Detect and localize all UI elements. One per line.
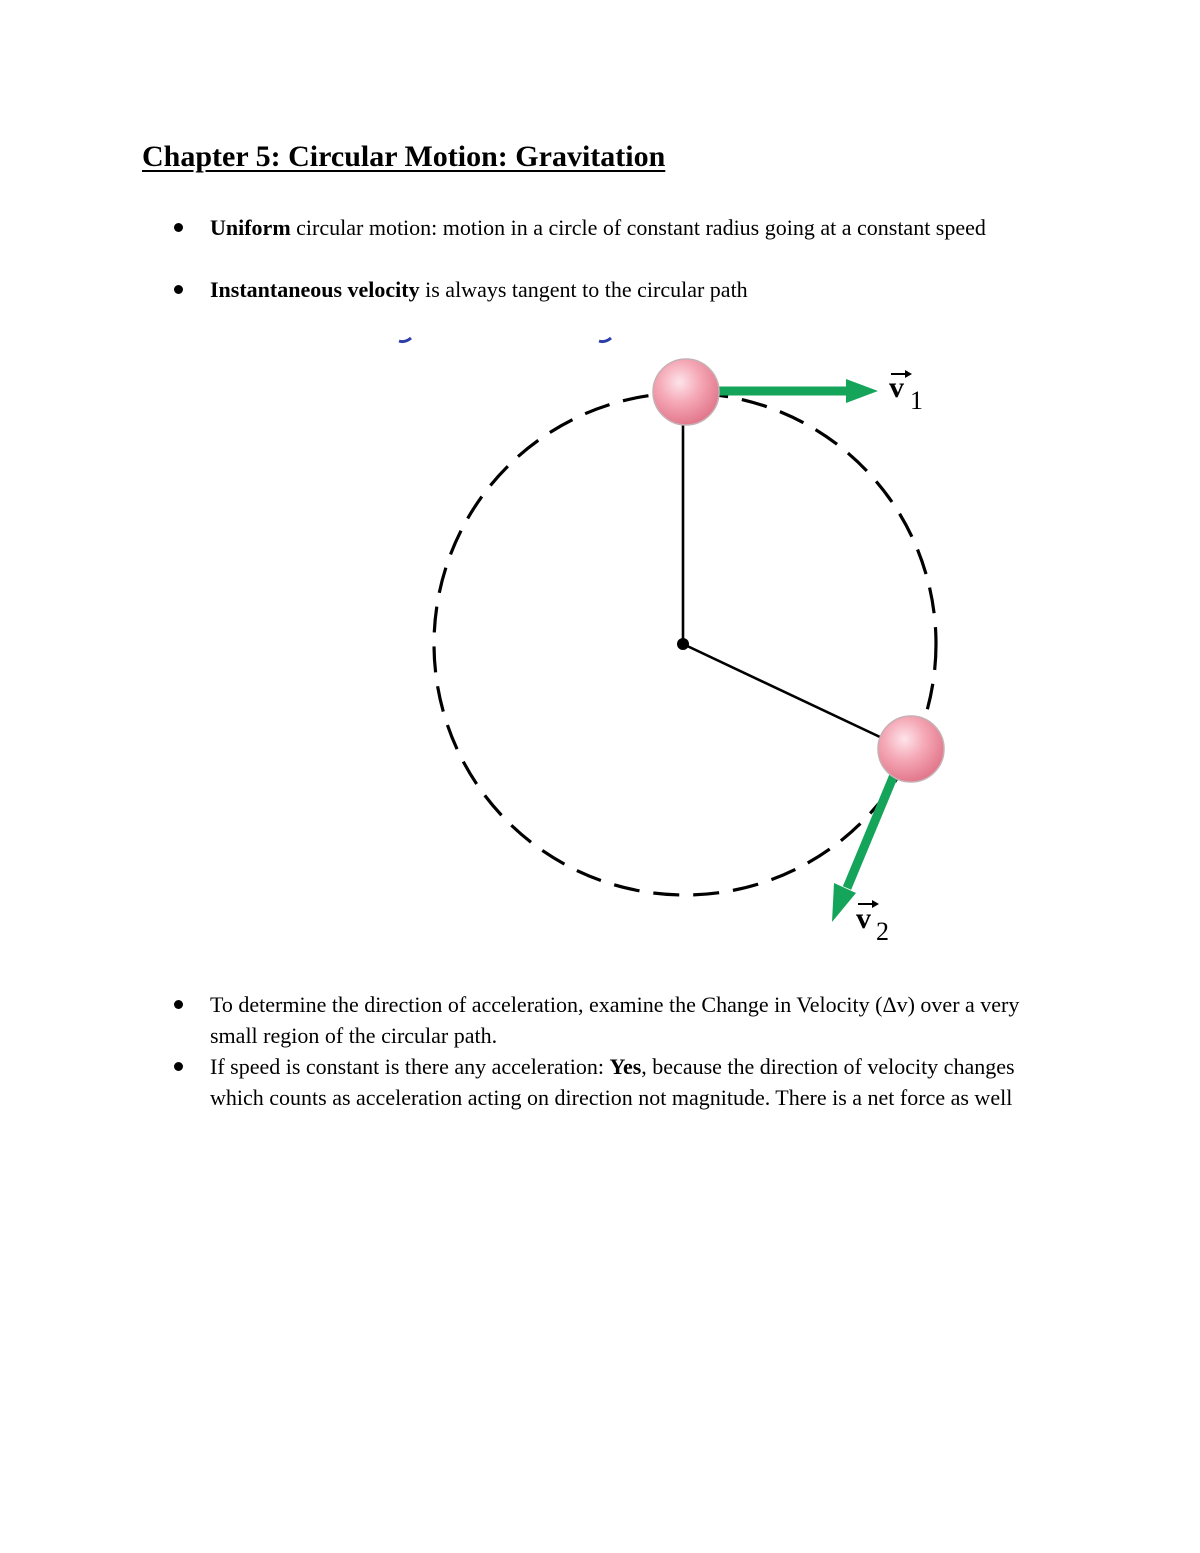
label-v1 bbox=[889, 370, 923, 415]
page-title: Chapter 5: Circular Motion: Gravitation bbox=[142, 140, 666, 173]
bullet-text: circular motion: motion in a circle of constant radius going at a constant speed bbox=[290, 215, 986, 240]
circular-motion-diagram bbox=[380, 325, 960, 965]
figure-artifact-mark bbox=[599, 338, 611, 342]
v2-symbol: v bbox=[856, 902, 871, 935]
bullet-constant-speed-acceleration bbox=[210, 1051, 1040, 1113]
ball-position-2 bbox=[878, 716, 944, 782]
ball-position-1 bbox=[653, 359, 719, 425]
term-uniform: Uniform bbox=[210, 215, 291, 240]
bullet-acceleration-direction bbox=[210, 989, 1040, 1051]
bullet-dot-icon bbox=[174, 1062, 183, 1071]
bullet-text: If speed is constant is there any acceleration: bbox=[210, 1054, 610, 1079]
velocity-arrowhead-1 bbox=[846, 379, 878, 403]
radius-line-2 bbox=[683, 644, 880, 737]
bullet-text: To determine the direction of acceleration, examine the Change in Velocity (Δv) over a very small region of the circular path. bbox=[210, 992, 1020, 1048]
bullet-text: , because the direction of velocity changes which counts as acceleration acting on direction not magnitude. There is a net force as well bbox=[210, 1054, 1015, 1110]
bullet-uniform-motion bbox=[210, 212, 1040, 243]
label-v2 bbox=[856, 900, 889, 946]
bullet-text: is always tangent to the circular path bbox=[419, 277, 748, 302]
vector-arrowhead-icon bbox=[872, 900, 879, 908]
bullet-dot-icon bbox=[174, 285, 183, 294]
v1-subscript: 1 bbox=[910, 386, 923, 415]
v1-symbol: v bbox=[889, 371, 904, 404]
bullet-instantaneous-velocity bbox=[210, 274, 1040, 305]
vector-arrowhead-icon bbox=[905, 370, 912, 378]
velocity-arrowhead-2 bbox=[832, 883, 856, 922]
v2-subscript: 2 bbox=[876, 917, 889, 946]
answer-yes: Yes bbox=[609, 1054, 642, 1079]
term-instantaneous-velocity: Instantaneous velocity bbox=[210, 277, 420, 302]
bullet-dot-icon bbox=[174, 1000, 183, 1009]
figure-artifact-mark bbox=[399, 338, 411, 342]
bullet-dot-icon bbox=[174, 223, 183, 232]
center-point bbox=[677, 638, 689, 650]
